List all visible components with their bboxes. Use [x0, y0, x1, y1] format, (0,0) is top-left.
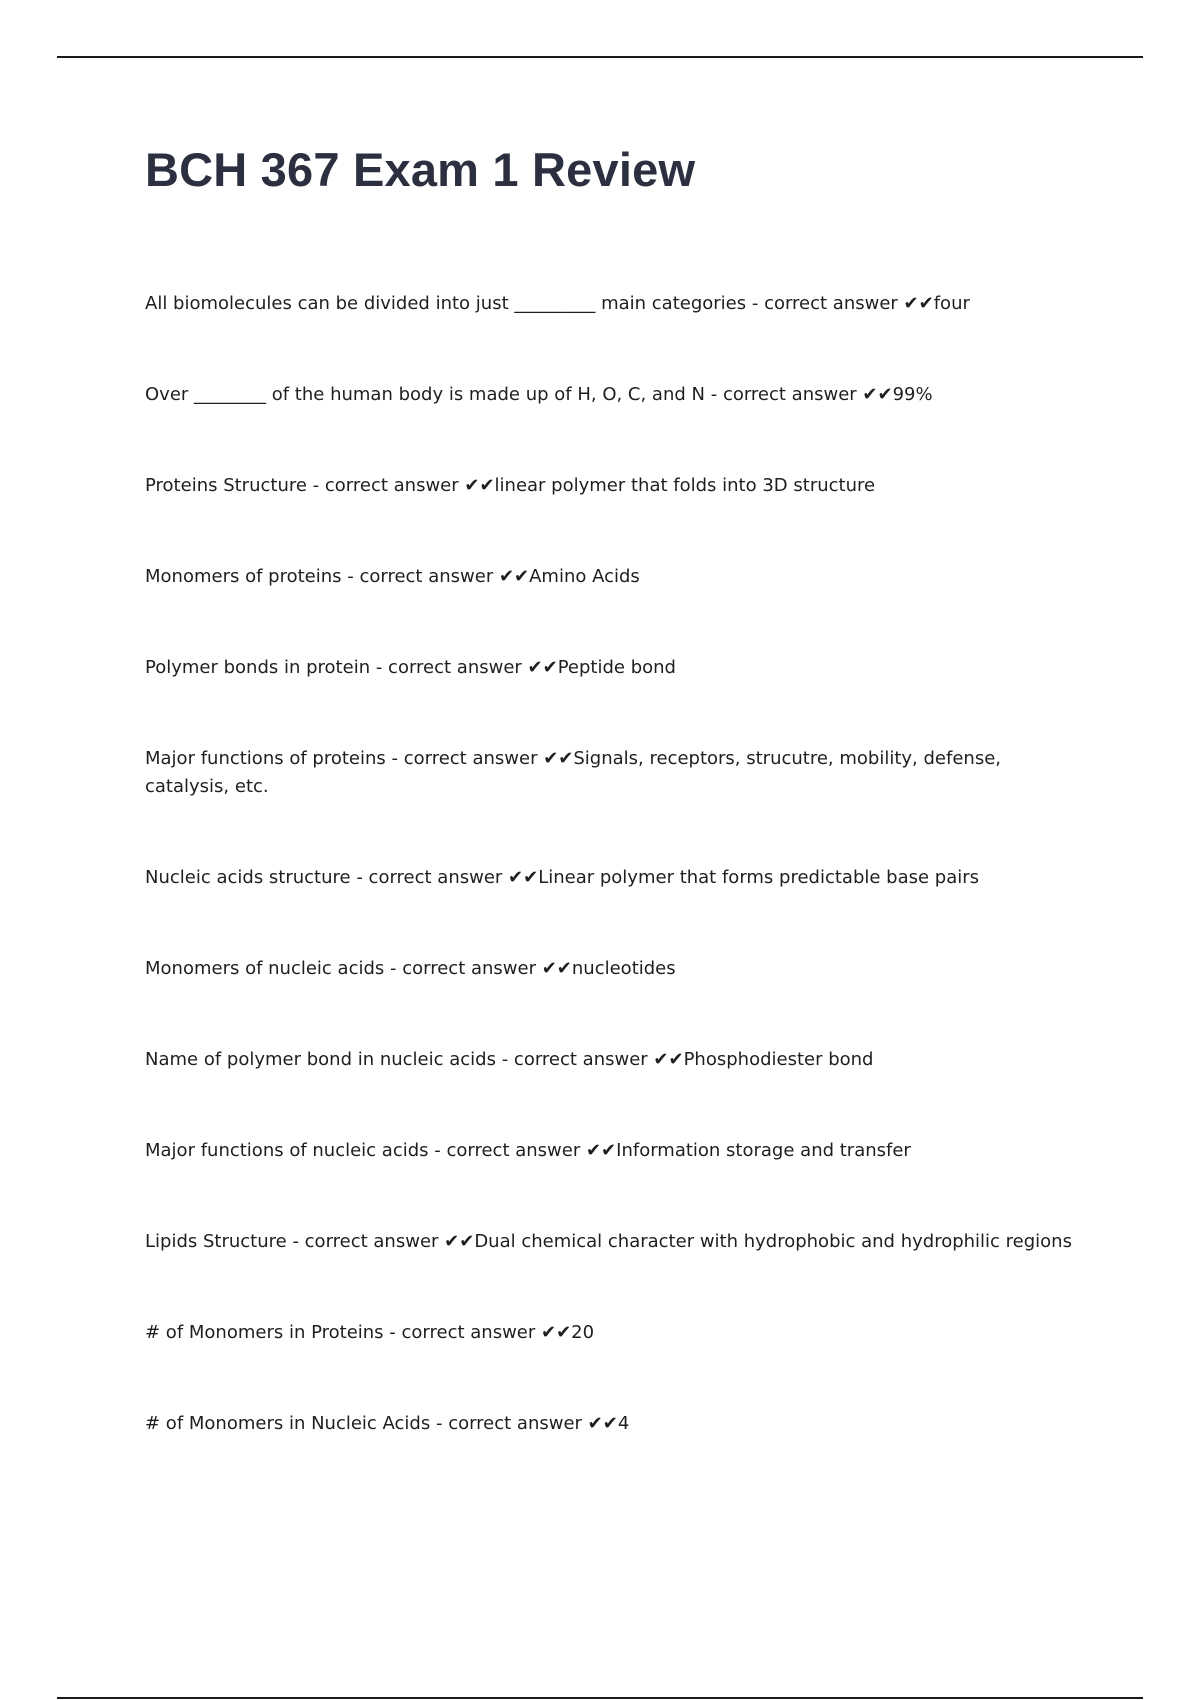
qa-item: [145, 654, 1090, 682]
qa-item: [145, 1319, 1090, 1347]
qa-item: [145, 864, 1090, 892]
answer-text: Phosphodiester bond: [683, 1049, 874, 1070]
check-marks-icon: ✔✔: [903, 293, 934, 314]
question-text: Proteins Structure: [145, 475, 307, 496]
question-text: Name of polymer bond in nucleic acids: [145, 1049, 496, 1070]
question-text: Monomers of proteins: [145, 566, 342, 587]
answer-separator: - correct answer: [384, 958, 542, 979]
answer-text: Dual chemical character with hydrophobic and hydrophilic regions: [474, 1231, 1072, 1252]
qa-item: [145, 1137, 1090, 1165]
qa-item: [145, 955, 1090, 983]
answer-text: linear polymer that folds into 3D structure: [494, 475, 876, 496]
check-marks-icon: ✔✔: [862, 384, 893, 405]
answer-separator: - correct answer: [430, 1413, 588, 1434]
qa-item: [145, 290, 1090, 318]
answer-separator: - correct answer: [383, 1322, 541, 1343]
answer-text: four: [933, 293, 970, 314]
check-marks-icon: ✔✔: [585, 1140, 617, 1161]
answer-text: nucleotides: [571, 958, 676, 979]
question-text: All biomolecules can be divided into just _________ main categories: [145, 293, 747, 314]
qa-item: [145, 563, 1090, 591]
qa-item: [145, 1046, 1090, 1074]
question-text: Nucleic acids structure: [145, 867, 351, 888]
answer-separator: - correct answer: [350, 867, 509, 888]
document-title: BCH 367 Exam 1 Review: [145, 143, 696, 196]
answer-text: 99%: [892, 384, 933, 405]
answer-separator: - correct answer: [705, 384, 863, 405]
question-text: Major functions of proteins: [145, 748, 386, 769]
answer-separator: - correct answer: [286, 1231, 445, 1252]
answer-separator: - correct answer: [341, 566, 499, 587]
qa-item: [145, 472, 1090, 500]
question-text: # of Monomers in Proteins: [145, 1322, 384, 1343]
check-marks-icon: ✔✔: [527, 657, 558, 678]
check-marks-icon: ✔✔: [541, 958, 572, 979]
answer-separator: - correct answer: [495, 1049, 654, 1070]
check-marks-icon: ✔✔: [587, 1413, 618, 1434]
answer-separator: - correct answer: [385, 748, 544, 769]
question-text: Major functions of nucleic acids: [145, 1140, 429, 1161]
qa-item: [145, 1228, 1090, 1256]
answer-text: Signals, receptors, strucutre, mobility, defense, catalysis, etc.: [145, 748, 1001, 797]
check-marks-icon: ✔✔: [653, 1049, 684, 1070]
check-marks-icon: ✔✔: [543, 748, 574, 769]
answer-text: Peptide bond: [557, 657, 676, 678]
answer-text: 4: [617, 1413, 630, 1434]
check-marks-icon: ✔✔: [498, 566, 530, 587]
answer-separator: - correct answer: [428, 1140, 586, 1161]
question-text: Lipids Structure: [145, 1231, 287, 1252]
answer-separator: - correct answer: [370, 657, 528, 678]
qa-item: [145, 381, 1090, 409]
question-text: Over ________ of the human body is made up of H, O, C, and N: [145, 384, 705, 405]
answer-separator: - correct answer: [306, 475, 465, 496]
qa-list: [145, 290, 1090, 1501]
question-text: Monomers of nucleic acids: [145, 958, 385, 979]
question-text: # of Monomers in Nucleic Acids: [145, 1413, 431, 1434]
check-marks-icon: ✔✔: [444, 1231, 475, 1252]
check-marks-icon: ✔✔: [508, 867, 539, 888]
answer-text: Amino Acids: [529, 566, 640, 587]
answer-text: Linear polymer that forms predictable base pairs: [538, 867, 980, 888]
check-marks-icon: ✔✔: [540, 1322, 572, 1343]
answer-separator: - correct answer: [746, 293, 904, 314]
check-marks-icon: ✔✔: [464, 475, 495, 496]
answer-text: Information storage and transfer: [616, 1140, 911, 1161]
answer-text: 20: [571, 1322, 595, 1343]
qa-item: [145, 745, 1090, 801]
bottom-rule: [57, 1697, 1143, 1699]
question-text: Polymer bonds in protein: [145, 657, 371, 678]
top-rule: [57, 56, 1143, 58]
qa-item: [145, 1410, 1090, 1438]
